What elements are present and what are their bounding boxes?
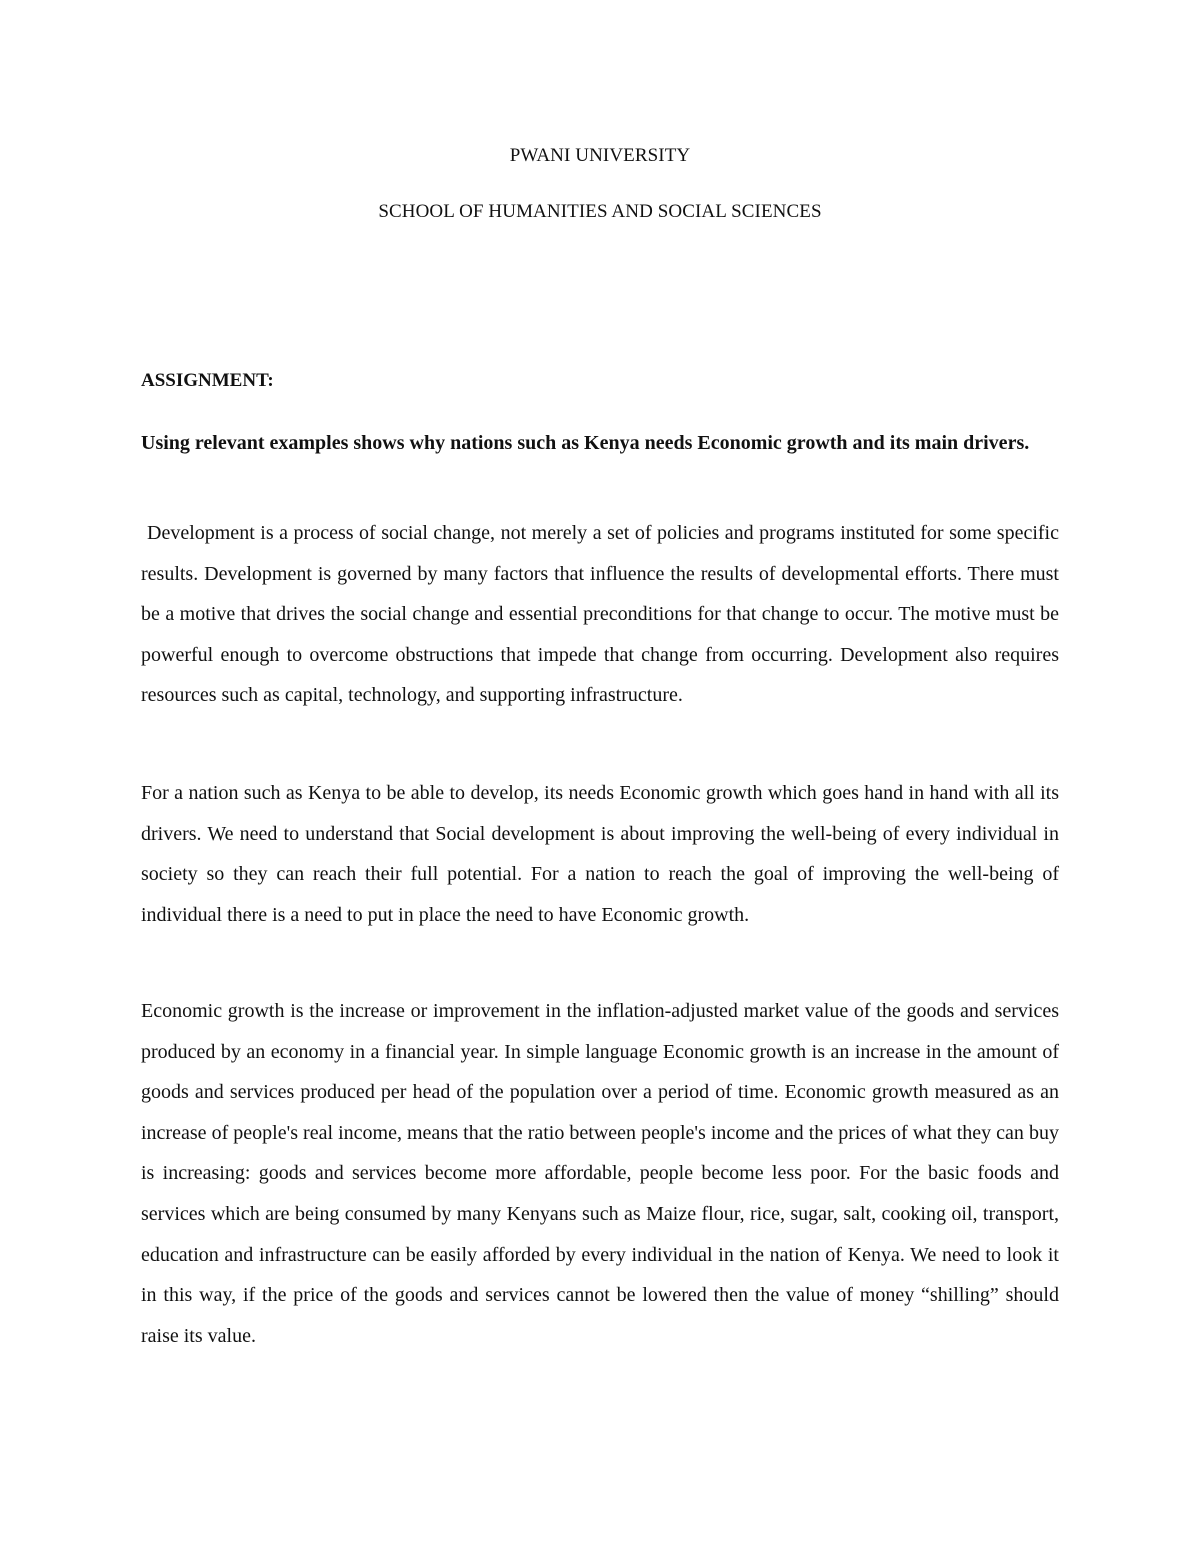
assignment-label: ASSIGNMENT: xyxy=(141,370,274,391)
school-title: SCHOOL OF HUMANITIES AND SOCIAL SCIENCES xyxy=(378,201,822,222)
university-title: PWANI UNIVERSITY xyxy=(509,145,691,166)
paragraph-development: Development is a process of social change, not merely a set of policies and programs instituted for some specific results. Development is governed by many factors that influence the results of developmental efforts. There must be a motive that drives the social change and essential preconditions for that change to occur. The motive must be powerful enough to overcome obstructions that impede that change from occurring. Development also requires resources such as capital, technology, and supporting infrastructure. xyxy=(141,522,1059,707)
paragraph-economic-growth: Economic growth is the increase or improvement in the inflation-adjusted market value of the goods and services produced by an economy in a financial year. In simple language Economic growth is an increase in the amount of goods and services produced per head of the population over a period of time. Economic growth measured as an increase of people's real income, means that the ratio between people's income and the prices of what they can buy is increasing: goods and services become more affordable, people become less poor. For the basic foods and services which are being consumed by many Kenyans such as Maize flour, rice, sugar, salt, cooking oil, transport, education and infrastructure can be easily afforded by every individual in the nation of Kenya. We need to look it in this way, if the price of the goods and services cannot be lowered then the value of money “shilling” should raise its value. xyxy=(141,1000,1059,1347)
assignment-question: Using relevant examples shows why nations such as Kenya needs Economic growth and its main drivers. xyxy=(141,432,1030,454)
paragraph-kenya-growth: For a nation such as Kenya to be able to develop, its needs Economic growth which goes hand in hand with all its drivers. We need to understand that Social development is about improving the well-being of every individual in society so they can reach their full potential. For a nation to reach the goal of improving the well-being of individual there is a need to put in place the need to have Economic growth. xyxy=(141,782,1059,926)
